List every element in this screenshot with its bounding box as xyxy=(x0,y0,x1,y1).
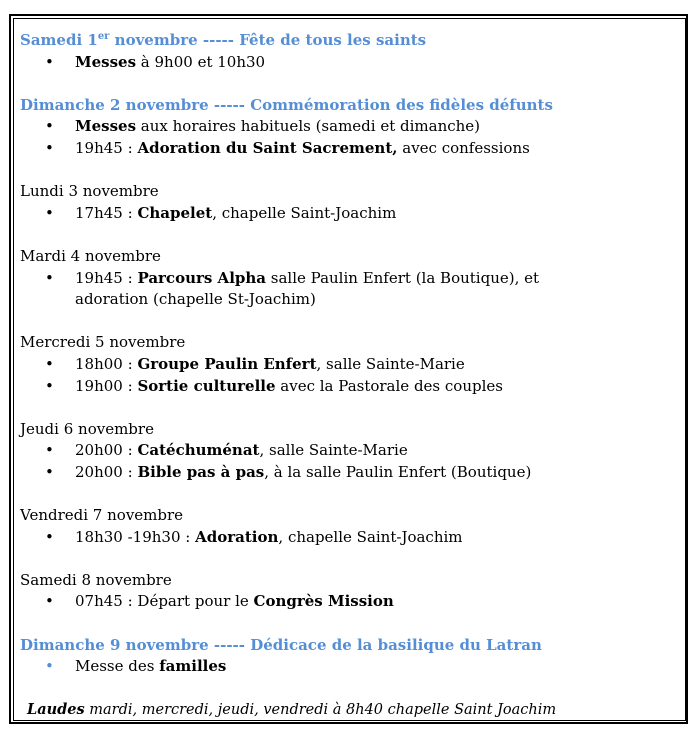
event-time: 18h30 -19h30 : xyxy=(75,527,196,546)
event-title: Catéchuménat xyxy=(137,441,260,460)
event-details: , salle Sainte-Marie xyxy=(316,354,465,373)
day-title: Mercredi 5 novembre xyxy=(20,333,186,352)
event-item xyxy=(20,591,680,613)
event-time: 20h00 : xyxy=(75,462,138,481)
event-details: avec confessions xyxy=(397,138,530,157)
bullet-icon: • xyxy=(45,657,54,676)
event-title: Chapelet xyxy=(137,203,213,222)
day-heading xyxy=(20,332,680,354)
event-details-continued: adoration (chapelle St-Joachim) xyxy=(75,290,316,309)
bullet-icon: • xyxy=(45,354,54,373)
day-heading xyxy=(20,570,680,592)
event-title: Messes xyxy=(75,117,137,136)
event-list xyxy=(20,52,680,74)
day-title: Samedi 8 novembre xyxy=(20,570,172,589)
day-title: Mardi 4 novembre xyxy=(20,246,161,265)
event-item xyxy=(20,527,680,549)
event-list xyxy=(20,591,680,613)
event-item xyxy=(20,138,680,160)
event-time: 07h45 : Départ pour le xyxy=(75,592,254,611)
ordinal-superscript: er xyxy=(97,31,110,42)
day-heading xyxy=(20,95,680,117)
event-item xyxy=(20,203,680,225)
bullet-icon: • xyxy=(45,527,54,546)
bullet-icon: • xyxy=(45,138,54,157)
event-list xyxy=(20,440,680,483)
event-details: à 9h00 et 10h30 xyxy=(136,52,266,71)
event-details: aux horaires habituels (samedi et dimanche) xyxy=(136,117,481,136)
event-title: Bible pas à pas xyxy=(137,462,265,481)
event-item xyxy=(20,462,680,484)
bullet-icon: • xyxy=(45,117,54,136)
footer-title: Laudes xyxy=(27,701,85,718)
day-heading xyxy=(20,30,680,52)
bullet-icon: • xyxy=(45,52,54,71)
event-list xyxy=(20,268,680,311)
event-time: 20h00 : xyxy=(75,441,138,460)
footer-details: mardi, mercredi, jeudi, vendredi à 8h40 chapelle Saint Joachim xyxy=(84,702,557,718)
event-title: Sortie culturelle xyxy=(137,376,276,395)
footer-note xyxy=(27,701,556,718)
event-list xyxy=(20,656,680,678)
event-list xyxy=(20,203,680,225)
event-title: Groupe Paulin Enfert xyxy=(137,354,317,373)
schedule xyxy=(20,30,680,678)
event-item xyxy=(20,52,680,74)
bullet-icon: • xyxy=(45,376,54,395)
event-item xyxy=(20,376,680,398)
event-list xyxy=(20,527,680,549)
day-heading xyxy=(20,419,680,441)
event-title: Messes xyxy=(75,52,137,71)
event-details: , salle Sainte-Marie xyxy=(259,441,408,460)
event-details: , à la salle Paulin Enfert (Boutique) xyxy=(264,462,532,481)
event-list xyxy=(20,116,680,159)
event-time: 18h00 : xyxy=(75,354,138,373)
day-title-suffix: novembre ----- Fête de tous les saints xyxy=(109,31,427,49)
event-details: avec la Pastorale des couples xyxy=(275,376,503,395)
day-title: Jeudi 6 novembre xyxy=(20,419,154,438)
event-time: 19h00 : xyxy=(75,376,138,395)
day-title: Dimanche 9 novembre ----- Dédicace de la basilique du Latran xyxy=(20,635,542,654)
event-title: Adoration du Saint Sacrement, xyxy=(137,138,398,157)
day-title: Lundi 3 novembre xyxy=(20,182,159,201)
day-heading xyxy=(20,246,680,268)
bullet-icon: • xyxy=(45,462,54,481)
event-time: 19h45 : xyxy=(75,138,138,157)
event-time: Messe des xyxy=(75,657,160,676)
day-heading xyxy=(20,505,680,527)
event-title: Parcours Alpha xyxy=(137,268,266,287)
event-item xyxy=(20,268,680,311)
bullet-icon: • xyxy=(45,592,54,611)
event-details: , chapelle Saint-Joachim xyxy=(212,203,397,222)
bullet-icon: • xyxy=(45,203,54,222)
bullet-icon: • xyxy=(45,268,54,287)
event-details: , chapelle Saint-Joachim xyxy=(278,527,463,546)
event-item xyxy=(20,354,680,376)
event-title: Congrès Mission xyxy=(253,592,394,611)
event-list xyxy=(20,354,680,397)
day-title: Dimanche 2 novembre ----- Commémoration des fidèles défunts xyxy=(20,95,553,114)
event-time: 17h45 : xyxy=(75,203,138,222)
day-heading xyxy=(20,181,680,203)
event-title: familles xyxy=(159,657,227,676)
event-title: Adoration xyxy=(195,527,279,546)
event-item xyxy=(20,116,680,138)
event-item xyxy=(20,440,680,462)
bullet-icon: • xyxy=(45,441,54,460)
event-time: 19h45 : xyxy=(75,268,138,287)
day-title: Samedi 1 xyxy=(20,31,98,49)
day-heading xyxy=(20,635,680,657)
day-title: Vendredi 7 novembre xyxy=(20,506,184,525)
event-details: salle Paulin Enfert (la Boutique), et xyxy=(266,268,540,287)
event-item xyxy=(20,656,680,678)
